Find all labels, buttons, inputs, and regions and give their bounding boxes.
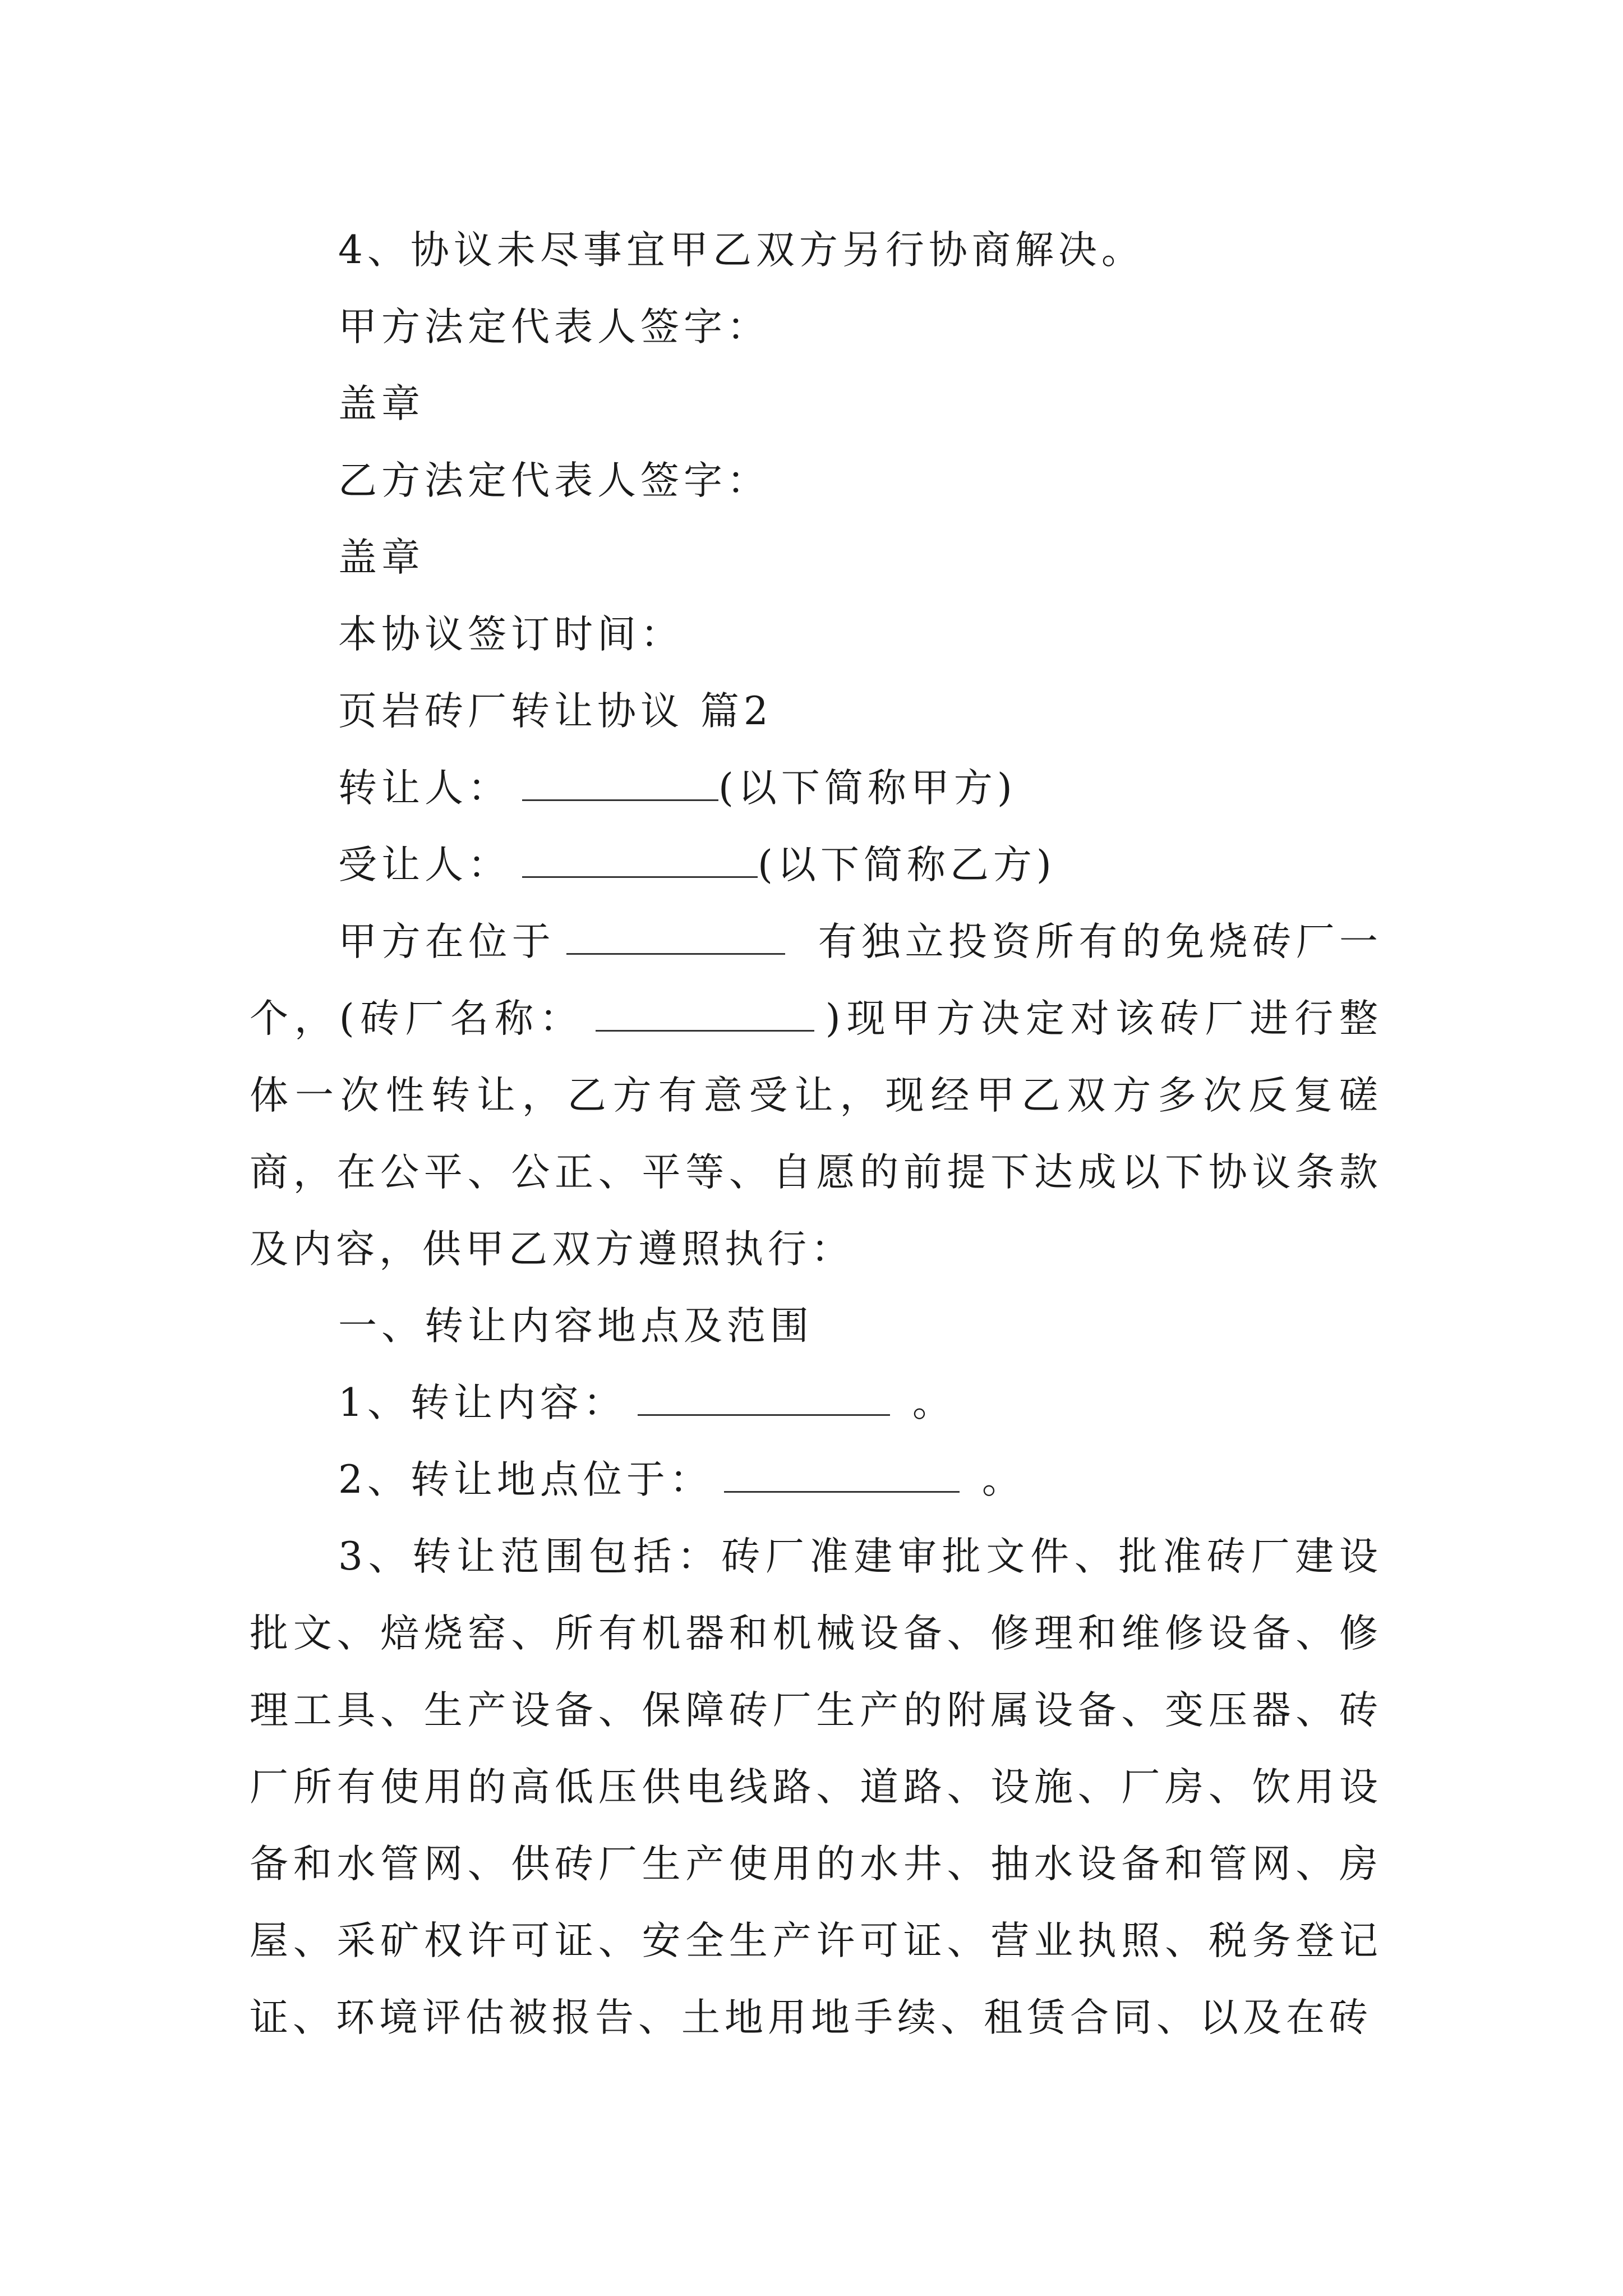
transferor-blank [522,767,718,801]
transfer-location-blank [724,1458,960,1493]
item-1-line [250,1365,1382,1442]
transferee-suffix: (以下简称乙方) [758,843,1056,887]
transferor-label: 转让人： [338,766,511,811]
location-blank [566,921,785,955]
item-1-label: 1、转让内容： [338,1381,626,1425]
transferee-line [250,827,1382,904]
transferee-label: 受让人： [338,843,511,887]
item-1-end: 。 [912,1381,956,1425]
signing-time-line: 本协议签订时间： [338,612,684,657]
item-3-paragraph: 3、转让范围包括：砖厂准建审批文件、批准砖厂建设批文、焙烧窑、所有机器和机械设备、修理和维修设备、修理工具、生产设备、保障砖厂生产的附属设备、变压器、砖厂所有使用的高低压供电线路、道路、设施、厂房、饮用设备和水管网、供砖厂生产使用的水井、抽水设备和管网、房屋、采矿权许可证、安全生产许可证、营业执照、税务登记证、环境评估被报告、土地用地手续、租赁合同、以及在砖 [250,1534,1382,2040]
paragraph-item-4: 4、协议未尽事宜甲乙双方另行协商解决。 [338,228,1145,273]
factory-name-blank [596,997,814,1032]
party-b-signature-line: 乙方法定代表人签字： [338,458,770,503]
transferor-suffix: (以下简称甲方) [718,766,1017,811]
seal-line-2: 盖章 [338,535,425,580]
intro-part-3: )现甲方决定对该砖厂进行整体一次性转让，乙方有意受让，现经甲乙双方多次反复磋商，在公平、公正、平等、自愿的前提下达成以下协议条款及内容，供甲乙双方遵照执行： [250,996,1383,1272]
transfer-content-blank [638,1382,890,1416]
intro-paragraph [250,904,1382,1288]
intro-part-1: 甲方在位于 [338,919,556,964]
seal-line-1: 盖章 [338,381,425,426]
item-2-line [250,1442,1382,1519]
document-body [250,212,1382,2056]
transferee-blank [522,844,758,878]
item-2-label: 2、转让地点位于： [338,1457,713,1502]
section-title-2: 页岩砖厂转让协议 篇2 [338,689,773,734]
transferor-line [250,750,1382,827]
section-1-heading: 一、转让内容地点及范围 [338,1304,813,1349]
party-a-signature-line: 甲方法定代表人签字： [338,305,770,349]
intro-part-2: 有独立投资所有的免烧砖厂一个，(砖厂名称： [250,919,1383,1041]
item-2-end: 。 [981,1457,1025,1502]
